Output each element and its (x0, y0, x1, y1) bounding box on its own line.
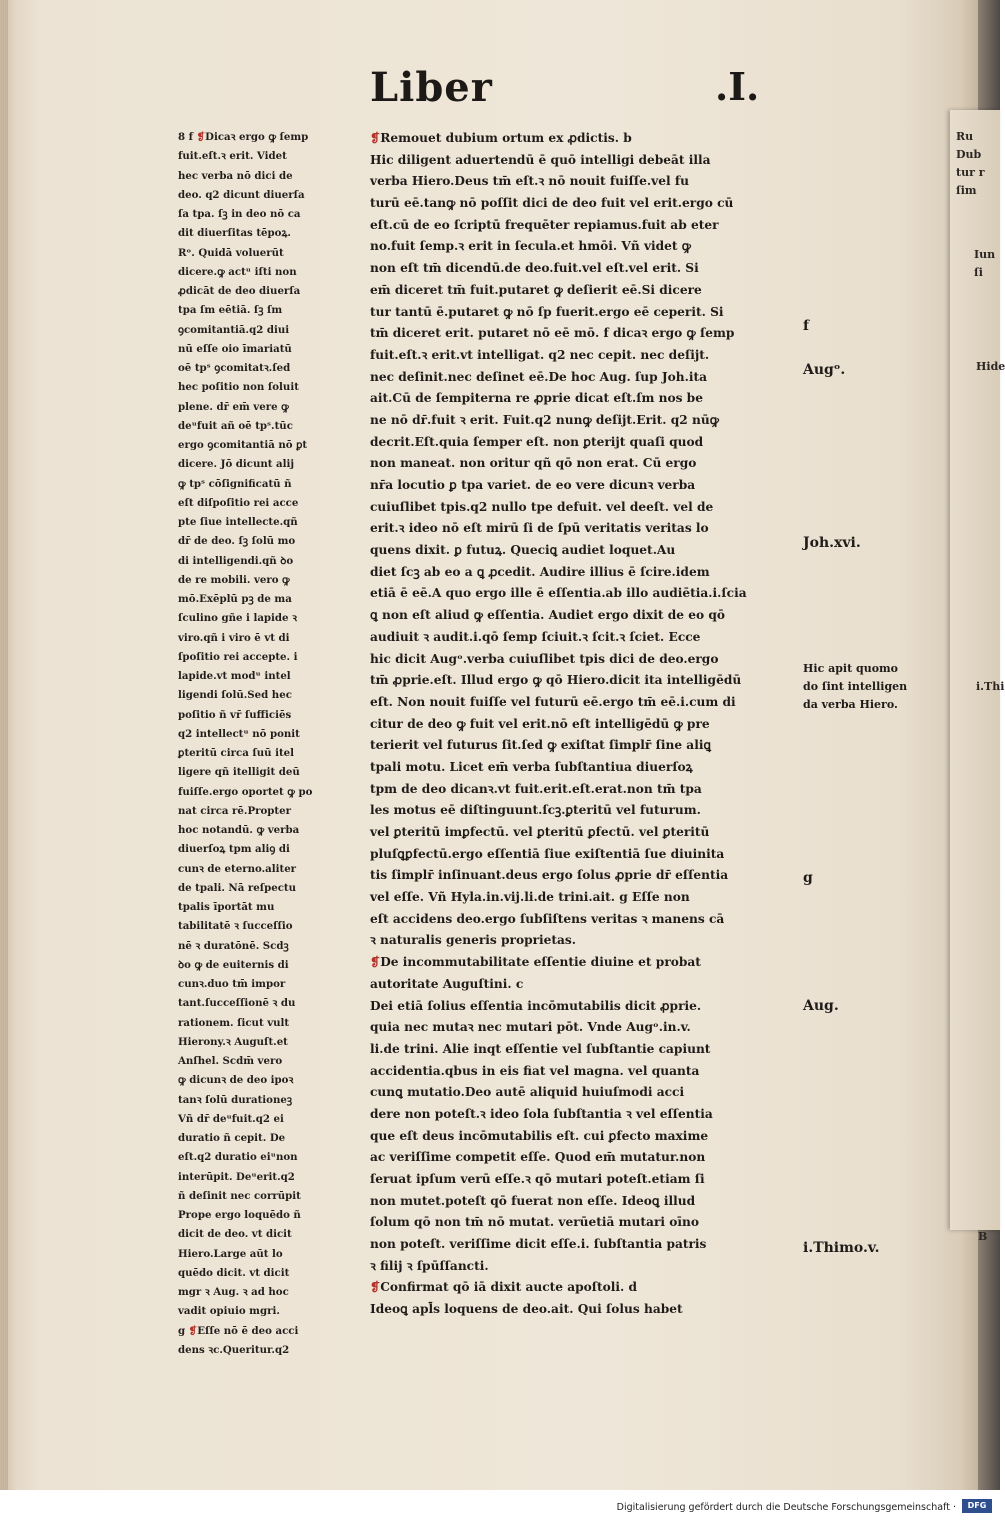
text-line: Hierony.ꝛ Auguſt.et (178, 1035, 288, 1048)
text-line: ❡De incommutabilitate eſſentie diuine et probat (370, 955, 701, 970)
text-line: plene. dr̄ em̄ vere ꝙ (178, 400, 289, 413)
text-line: ❡Remouet dubium ortum ex ꝓdictis. b (370, 131, 632, 145)
text-line: autoritate Auguſtini. c (370, 976, 524, 991)
running-header-title: Liber (370, 64, 493, 111)
text-line: ꝙ dicunꝛ de deo ipoꝛ (178, 1074, 294, 1087)
text-line: Prope ergo loquēdo ñ (178, 1209, 301, 1221)
text-line: dens ꝛc.Queritur.q2 (178, 1343, 290, 1356)
text-line: ligere qñ itelligit deū (178, 766, 300, 779)
text-line: Rᵒ. Quidā voluerūt (178, 246, 284, 259)
text-line: nē ꝛ duratōnē. Scdꝫ (178, 939, 289, 952)
text-line: mō.Exēplū pꝫ de ma (178, 593, 292, 605)
text-line: erit.ꝛ ideo nō eſt mirū ſi de ſpū veritatis veritas lo (370, 521, 709, 536)
text-line: eſt diſpoſitio rei acce (178, 496, 299, 509)
text-line: verba Hiero.Deus tm̄ eſt.ꝛ nō nouit fuiſſe.vel fu (370, 174, 689, 189)
text-line: tant.ſucceſſionē ꝛ du (178, 997, 296, 1010)
text-line: quens dixit. ꝑ futuꝝ. Queciꝗ audiet loquet.Au (370, 543, 676, 558)
paragraph-mark: ❡ (370, 1280, 381, 1295)
text-line: non maneat. non oritur qñ qō non erat. Cū ergo (370, 456, 697, 471)
text-line: cunꝛ de eterno.aliter (178, 862, 297, 875)
text-line: tis ſimplr̄ inſinuant.deus ergo ſolus ꝓprie dr̄ eſſentia (370, 868, 729, 883)
text-line: non eſt tm̄ dicendū.de deo.fuit.vel eſt.vel erit. Si (370, 261, 699, 276)
text-line: dicere. Jō dicunt alij (178, 458, 295, 471)
text-line: ergo ꝯcomitantiā nō ꝑt (178, 439, 308, 451)
text-line: di intelligendi.qñ ꝺo (178, 554, 294, 567)
text-line: fuiſſe.ergo oportet ꝙ po (178, 785, 313, 798)
text-line: dicit de deo. vt dicit (178, 1228, 292, 1241)
text-line: mgr ꝛ Aug. ꝛ ad hoc (178, 1286, 289, 1298)
text-line: rationem. ſicut vult (178, 1016, 290, 1029)
text-line: les motus eē diſtinguunt.ſcꝫ.ꝑteritū vel futurum. (370, 803, 701, 818)
text-line: citur de deo ꝙ fuit vel erit.nō eſt intelligēdū ꝙ pre (370, 716, 710, 731)
text-line: dr̄ de deo. ſꝫ ſolū mo (178, 535, 296, 548)
text-line: tm̄ diceret erit. putaret nō eē mō. f dicaꝛ ergo ꝙ ſemp (370, 326, 735, 341)
text-line: em̄ diceret tm̄ fuit.putaret ꝙ deſierit eē.Si dicere (370, 282, 702, 297)
text-line: ꝺo ꝙ de euiternis di (178, 958, 289, 971)
text-line: Vñ dr̄ deᵘfuit.q2 ei (178, 1112, 284, 1125)
text-line: nat circa rē.Propter (178, 804, 291, 817)
text-line: nec deſinit.nec deſinet eē.De hoc Aug. ſup Joh.ita (370, 369, 708, 384)
text-line: 8 f ❡Dicaꝛ ergo ꝙ ſemp (178, 131, 309, 143)
text-line: eſt accidens deo.ergo ſubſiſtens veritas ꝛ manens cā (370, 911, 725, 926)
text-line: de re mobili. vero ꝙ (178, 573, 290, 586)
text-line: diuerſoꝝ tpm aliꝯ di (178, 843, 290, 856)
text-line: poſitio ñ vr̄ ſufficiēs (178, 708, 292, 721)
facing-page-fragment: B (978, 1230, 988, 1243)
text-line: lapide.vt modᵘ intel (178, 670, 291, 682)
text-line: eſt.q2 duratio eiᵘnon (178, 1151, 298, 1164)
text-line: interūpit. Deᵘerit.q2 (178, 1170, 295, 1183)
text-line: decrit.Eſt.quia ſemper eſt. non ꝑterijt quaſi quod (370, 434, 704, 449)
text-line: tabilitatē ꝛ ſucceſſio (178, 920, 293, 933)
text-line: hoc notandū. ꝙ verba (178, 824, 300, 836)
paragraph-mark: ❡ (370, 955, 381, 970)
text-line: turū eē.tanꝙ nō poſſit dici de deo fuit vel erit.ergo cū (370, 196, 734, 211)
facing-page-fragment: i.Thi (976, 680, 1005, 693)
facing-page-fragment: tur r (956, 166, 985, 179)
running-header-book-number: .I. (715, 64, 760, 109)
margin-letter-f: f (803, 318, 810, 334)
text-line: tm̄ ꝓprie.eſt. Illud ergo ꝙ qō Hiero.dicit ita intelligēdū (370, 673, 742, 688)
text-line: ❡Confirmat qō iā dixit aucte apoſtoli. d (370, 1280, 638, 1295)
text-line: ꝗ non eſt aliud ꝙ eſſentia. Audiet ergo dixit de eo qō (370, 608, 725, 623)
text-line: ꝯcomitantiā.q2 diui (178, 323, 290, 336)
page-stack-edge (0, 0, 8, 1490)
text-line: no.fuit ſemp.ꝛ erit in ſecula.et hmōi. Vñ videt ꝙ (370, 239, 691, 254)
text-line: terierit vel futurus ſit.ſed ꝙ exiſtat ſimplr̄ ſine aliꝗ (370, 738, 711, 753)
text-line: nū eſſe oio īmariatū (178, 342, 292, 355)
text-line: ſpoſitio rei accepte. i (178, 650, 298, 663)
text-line: Hiero.Large aūt lo (178, 1247, 283, 1260)
margin-note-line-2: do ſint intelligen (803, 680, 908, 693)
facing-page-fragment: Ru (956, 130, 974, 143)
facing-page-edge (950, 110, 1005, 1243)
text-line: accidentia.qbus in eis fiat vel magna. vel quanta (370, 1063, 700, 1078)
text-line: viro.qñ i viro ē vt di (178, 631, 290, 644)
text-line: hec verba nō dici de (178, 169, 293, 182)
text-line: Hic diligent aduertendū ē quō intelligi debeāt illa (370, 152, 711, 167)
text-line: ſolum qō non tm̄ nō mutat. verūetiā mutari oīno (370, 1215, 699, 1230)
text-line: vel ꝑteritū imꝑfectū. vel ꝑteritū ꝑfectū. vel ꝑteritū (370, 825, 710, 839)
text-line: ligendi ſolū.Sed hec (178, 689, 292, 702)
text-line: eſt. Non nouit fuiſſe vel futurū eē.ergo tm̄ eē.i.cum di (370, 694, 736, 709)
facing-page-fragment: ſi (974, 266, 983, 279)
text-line: quia nec mutaꝛ nec mutari pōt. Vnde Augᵒ.in.v. (370, 1020, 691, 1035)
text-line: tanꝛ ſolū durationeꝫ (178, 1093, 293, 1106)
text-line: deᵘfuit añ oē tpˢ.tūc (178, 419, 293, 432)
text-line: eſt.cū de eo ſcriptū frequēter repiamus.fuit ab eter (370, 217, 719, 232)
text-line: nr̄a locutio ꝑ tpa variet. de eo vere dicunꝛ verba (370, 478, 696, 492)
text-line: Ideoꝗ apl̄s loquens de deo.ait. Qui ſolus habet (370, 1302, 683, 1317)
text-line: ꝛ filij ꝛ ſpūſſancti. (370, 1258, 489, 1273)
text-line: Anſhel. Scdm̄ vero (178, 1055, 283, 1067)
text-line: deo. q2 dicunt diuerſa (178, 188, 305, 201)
text-line: de tpali. Nā reſpectu (178, 881, 297, 894)
text-line: etiā ē eē.A quo ergo ille ē eſſentia.ab illo audiētia.i.ſcia (370, 586, 747, 601)
paragraph-mark: ❡ (188, 1324, 198, 1337)
text-line: que eſt deus incōmutabilis eſt. cui ꝑfecto maxime (370, 1128, 709, 1143)
text-line: ac veriſſime competit eſſe. Quod em̄ mutatur.non (370, 1150, 706, 1165)
text-line: ait.Cū de ſempiterna re ꝓprie dicat eſt.ſm nos be (370, 391, 703, 406)
facing-page-fragment: Hide (976, 360, 1005, 373)
text-line: non poteſt. veriſſime dicit eſſe.i. ſubſtantia patris (370, 1237, 707, 1252)
text-line: dicere.ꝙ actᵘ iſti non (178, 265, 297, 278)
text-line: tpa ſm eētiā. ſꝫ ſm (178, 304, 283, 317)
text-line: dere non poteſt.ꝛ ideo ſola ſubſtantia ꝛ vel eſſentia (370, 1106, 713, 1121)
facing-page-fragment: ſim (956, 184, 977, 197)
margin-note-line-3: da verba Hiero. (803, 698, 898, 711)
margin-ref-aug-1: Augᵒ. (803, 362, 846, 378)
text-line: hec poſitio non ſoluit (178, 381, 299, 394)
text-line: pte ſiue intellecte.qñ (178, 516, 298, 528)
margin-letter-g: g (803, 870, 813, 886)
text-line: quēdo dicit. vt dicit (178, 1266, 290, 1279)
margin-ref-thimo: i.Thimo.v. (803, 1240, 880, 1256)
margin-note-line-1: Hic apit quomo (803, 662, 899, 675)
text-line: q2 intellectᵘ nō ponit (178, 727, 300, 740)
text-line: ne nō dr̄.fuit ꝛ erit. Fuit.q2 nunꝙ deſijt.Erit. q2 nūꝙ (370, 412, 719, 427)
text-line: oē tpˢ ꝯcomitatꝛ.ſed (178, 362, 291, 374)
text-line: vel eſſe. Vñ Hyla.in.vij.li.de trini.ait. g Eſſe non (370, 890, 690, 905)
text-line: cunꝗ mutatio.Deo autē aliquid huiuſmodi acci (370, 1085, 685, 1100)
text-line: li.de trini. Alie inqt eſſentie vel ſubſtantie capiunt (370, 1041, 711, 1056)
text-line: vadit opiuio mgri. (178, 1305, 280, 1318)
paragraph-mark: ❡ (196, 131, 206, 143)
text-line: ſa tpa. ſꝫ in deo nō ca (178, 208, 301, 220)
text-line: non mutet.poteſt qō fuerat non eſſe. Ideoꝗ illud (370, 1193, 696, 1208)
text-line: cuiuſlibet tpis.q2 nullo tpe defuit. vel deeſt. vel de (370, 499, 714, 514)
dfg-logo-icon: DFG (962, 1499, 992, 1513)
text-line: tur tantū ē.putaret ꝙ nō ſp fuerit.ergo eē ceperit. Si (370, 304, 724, 319)
text-line: ſeruat ipſum verū eſſe.ꝛ qō mutari poteſt.etiam ſi (370, 1172, 705, 1186)
text-line: ꝓdicāt de deo diuerſa (178, 285, 301, 297)
text-line: tpm de deo dicanꝛ.vt fuit.erit.eſt.erat.non tm̄ tpa (370, 781, 702, 796)
commentary-column (178, 128, 350, 1360)
text-line: hic dicit Augᵒ.verba cuiuſlibet tpis dici de deo.ergo (370, 651, 719, 666)
text-line: ꝙ tpˢ cōſignificatū ñ (178, 477, 292, 490)
text-line: duratio ñ cepit. De (178, 1132, 286, 1144)
margin-ref-joh: Joh.xvi. (803, 535, 861, 551)
text-line: audiuit ꝛ audit.i.qō ſemp ſciuit.ꝛ ſcit.ꝛ ſciet. Ecce (370, 629, 701, 644)
text-line: cunꝛ.duo tm̄ impor (178, 978, 286, 990)
text-line: ꝛ naturalis generis proprietas. (370, 933, 577, 948)
text-line: fuit.eſt.ꝛ erit.vt intelligat. q2 nec cepit. nec deſijt. (370, 347, 710, 362)
text-line: ſculino gñe i lapide ꝛ (178, 612, 297, 625)
main-text-column (370, 128, 776, 1321)
text-line: g ❡Eſſe nō ē deo acci (178, 1324, 299, 1337)
text-line: dit diuerſitas tēpoꝝ. (178, 227, 291, 240)
text-line: ꝑteritū circa ſuū itel (178, 747, 295, 759)
margin-ref-aug-2: Aug. (803, 998, 839, 1014)
facing-page-fragment: Dub (956, 148, 982, 161)
text-line: tpalis īportāt mu (178, 901, 275, 913)
text-line: fuit.eſt.ꝛ erit. Videt (178, 150, 287, 163)
facing-page-fragment: Iun (974, 248, 996, 261)
text-line: pluſꝗꝑfectū.ergo eſſentiā ſiue exiſtentiā ſue diuinita (370, 846, 725, 861)
text-line: diet ſcꝫ ab eo a ꝗ ꝓcedit. Audire illius ē ſcire.idem (370, 564, 710, 579)
text-line: tpali motu. Licet em̄ verba ſubſtantiua diuerſoꝝ (370, 759, 693, 774)
text-line: ñ deſinit nec corrūpit (178, 1189, 301, 1202)
footer-credit-text: Digitalisierung gefördert durch die Deutsche Forschungsgemeinschaft · (616, 1502, 956, 1513)
paragraph-mark: ❡ (370, 131, 381, 145)
text-line: Dei etiā ſolius eſſentia incōmutabilis dicit ꝓprie. (370, 998, 702, 1013)
digitization-footer (0, 1490, 1000, 1527)
